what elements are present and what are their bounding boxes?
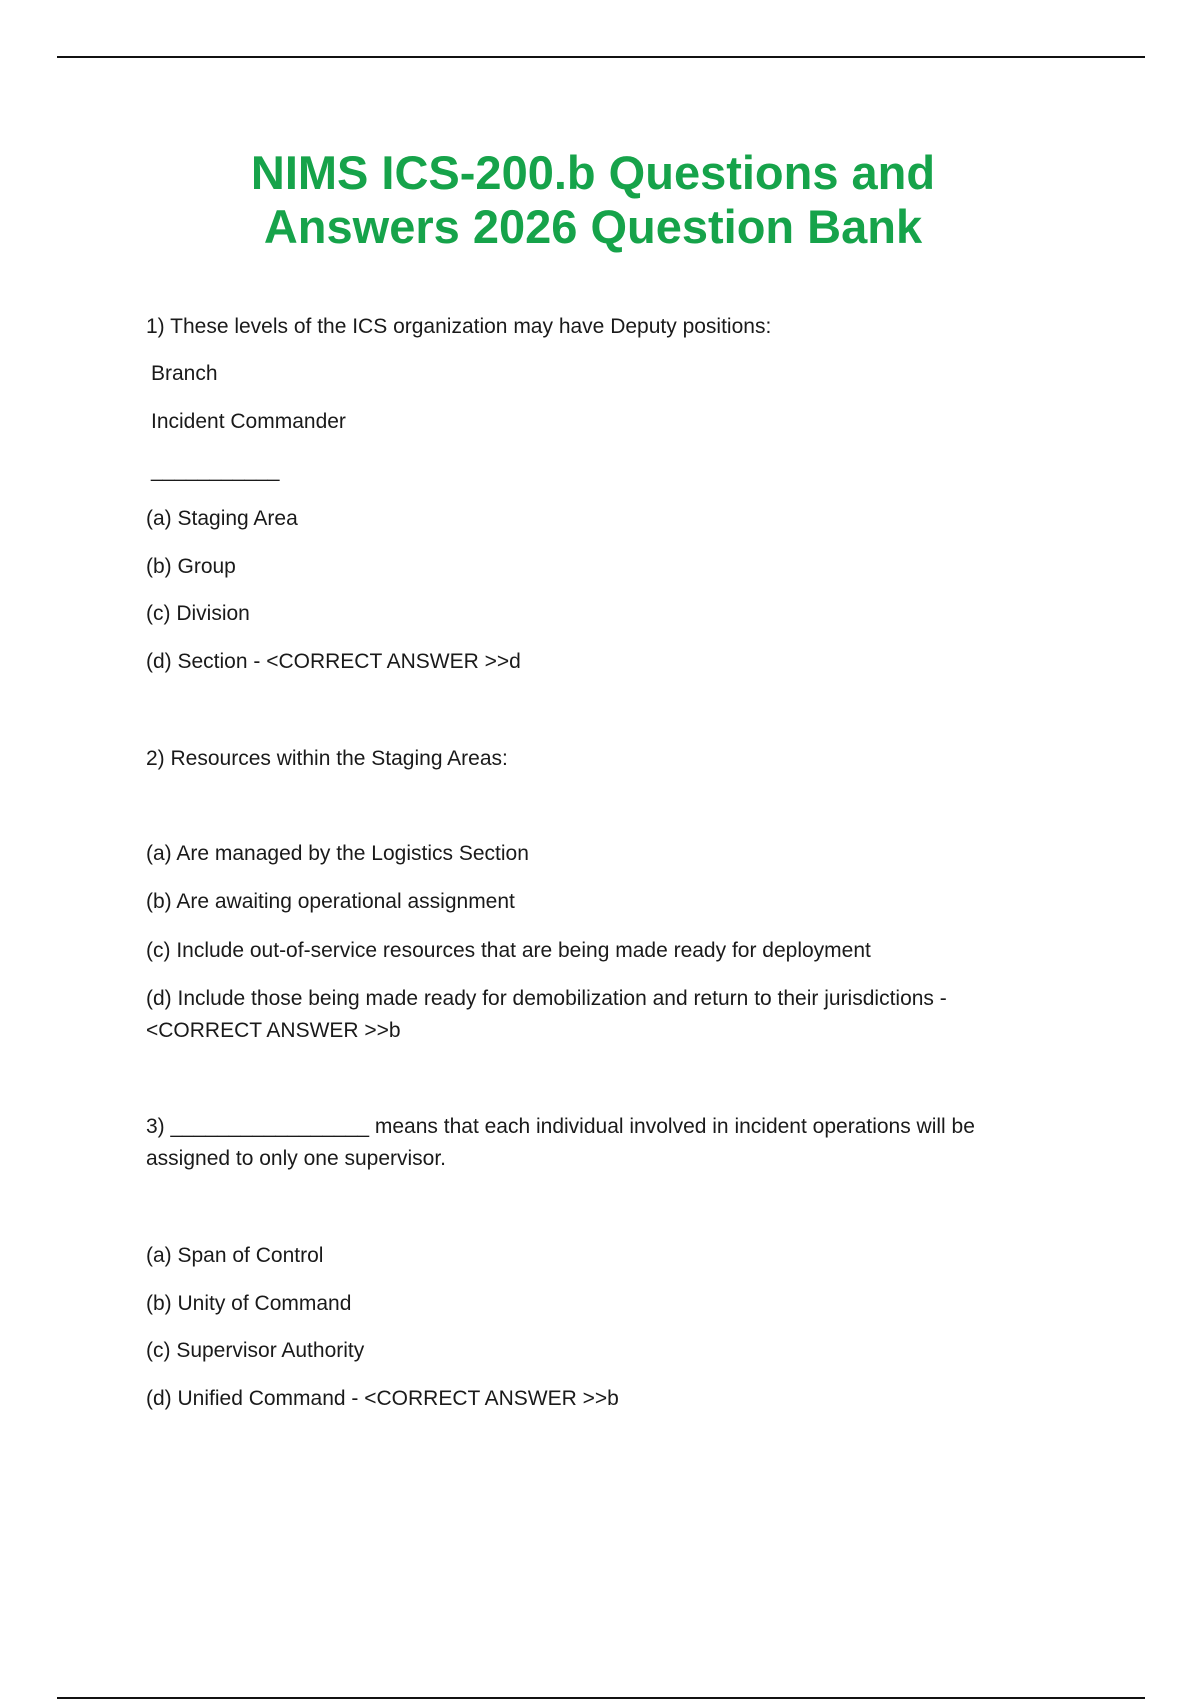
footer-rule	[57, 1697, 1145, 1699]
document-title	[0, 146, 1186, 254]
question-3-option-b: (b) Unity of Command	[146, 1292, 352, 1315]
question-1-blank: ___________	[151, 459, 280, 482]
question-1-option-c: (c) Division	[146, 602, 250, 625]
question-2-option-a: (a) Are managed by the Logistics Section	[146, 842, 529, 865]
question-1-listed-item: Branch	[151, 362, 218, 385]
question-2-prompt: 2) Resources within the Staging Areas:	[146, 747, 508, 770]
question-1-option-b: (b) Group	[146, 555, 236, 578]
title-line-2: Answers 2026 Question Bank	[263, 200, 923, 253]
question-3-option-c: (c) Supervisor Authority	[146, 1339, 365, 1362]
question-3-option-d: (d) Unified Command - <CORRECT ANSWER >>b	[146, 1387, 619, 1410]
question-3-option-a: (a) Span of Control	[146, 1244, 324, 1267]
question-1-option-a: (a) Staging Area	[146, 507, 298, 530]
question-1-option-d: (d) Section - <CORRECT ANSWER >>d	[146, 650, 521, 673]
title-line-1: NIMS ICS-200.b Questions and	[250, 146, 936, 199]
question-3-prompt: 3) _________________ means that each individual involved in incident operations will be assigned to only one supervisor.	[146, 1115, 975, 1170]
header-rule	[57, 56, 1145, 58]
question-1-prompt: 1) These levels of the ICS organization may have Deputy positions:	[146, 315, 772, 338]
question-2-option-c: (c) Include out-of-service resources that are being made ready for deployment	[146, 939, 871, 962]
question-2-option-b: (b) Are awaiting operational assignment	[146, 890, 515, 913]
question-2-option-d: (d) Include those being made ready for demobilization and return to their jurisdictions - <CORRECT ANSWER >>b	[146, 987, 947, 1042]
question-1-listed-item: Incident Commander	[151, 410, 346, 433]
